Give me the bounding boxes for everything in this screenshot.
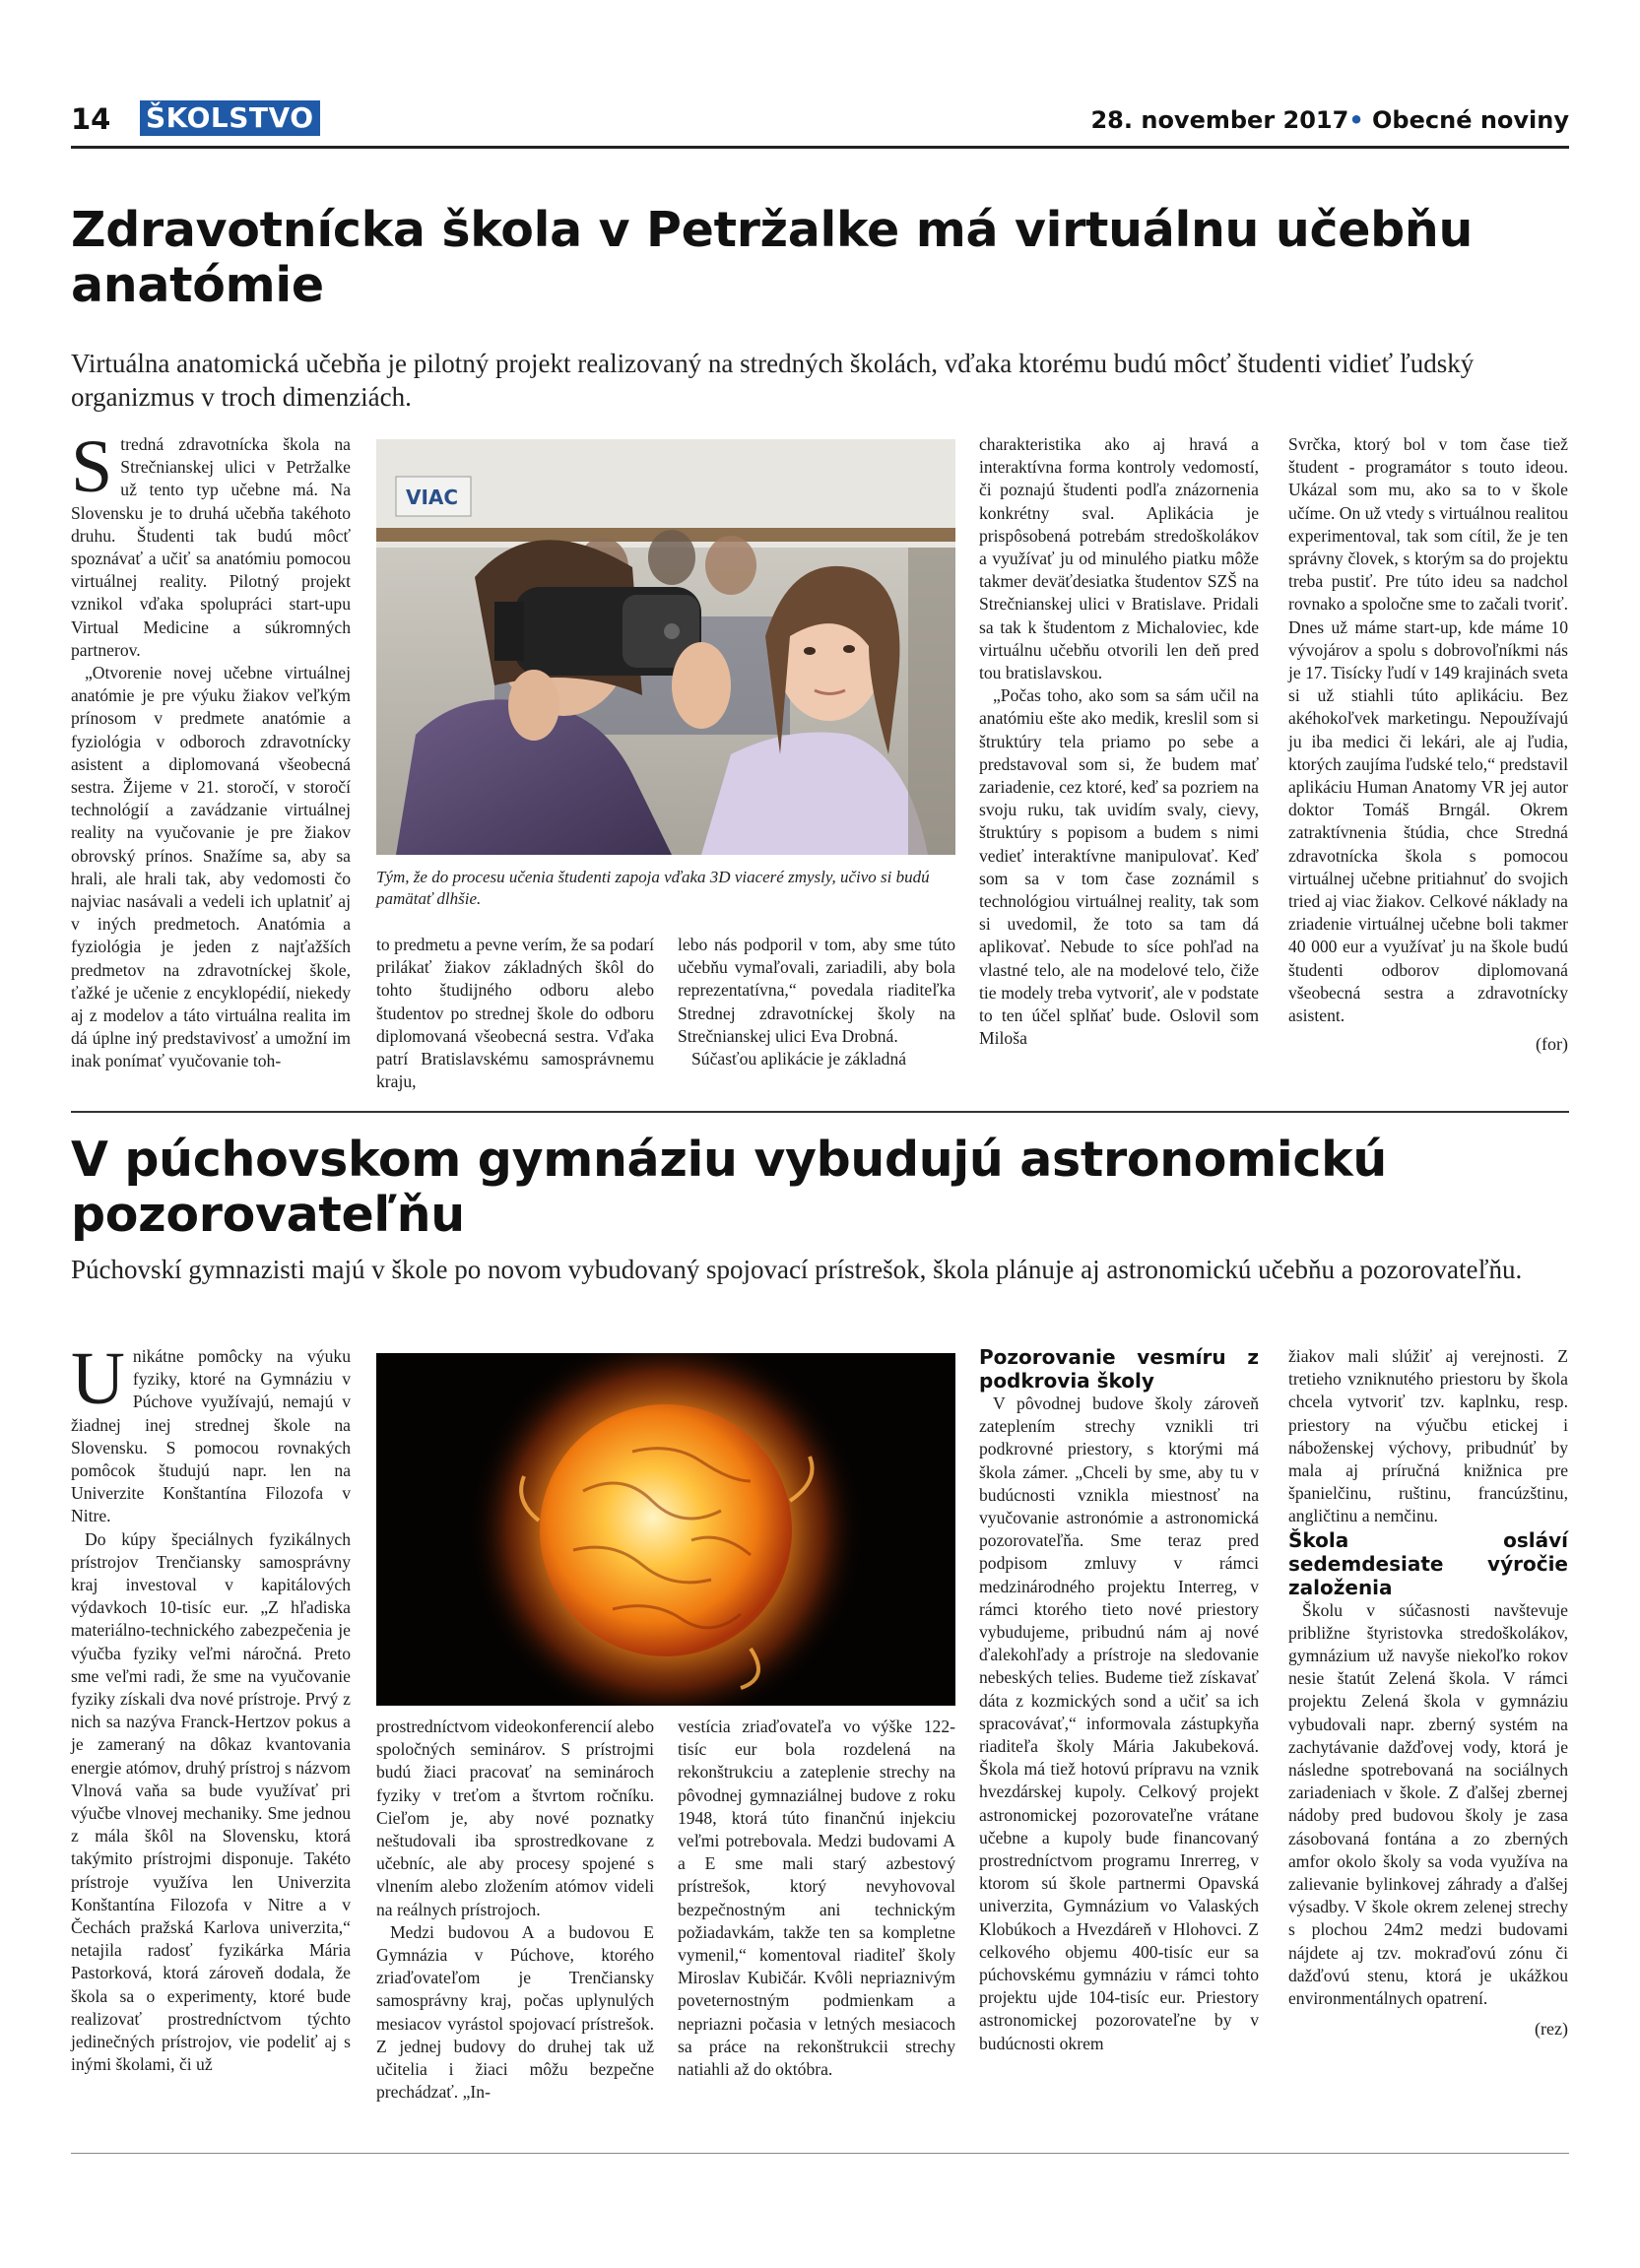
- article1-column-4: [979, 433, 1259, 1050]
- article2-lede: Púchovskí gymnazisti majú v škole po novom vybudovaný spojovací prístrešok, škola plánuje aj astronomickú učebňu a pozorovateľňu.: [71, 1255, 1523, 1284]
- article2-column-1: [71, 1337, 351, 2077]
- header-rule: [71, 146, 1569, 149]
- article2-signature: (rez): [1535, 2019, 1568, 2040]
- article1-signature: (for): [1536, 1034, 1568, 1055]
- article1-column-2: [376, 934, 654, 1093]
- section-label: ŠKOLSTVO: [140, 100, 320, 136]
- vr-students-photo: [376, 439, 955, 855]
- photo1-caption: Tým, že do procesu učenia študenti zapoja vďaka 3D viaceré zmysly, učivo si budú pamätať dlhšie.: [376, 868, 930, 908]
- article1-col4-p1: charakteristika ako aj hravá a interaktívna forma kontroly vedomostí, či poznajú študenti podľa znázornenia konkrétny sval. Aplikácia je prispôsobená potrebám stredoškolákov a využívať ju od minulého piatku môže takmer deväťdesiatka študentov SZŠ na Strečnianskej ulici v Bratislave. Pridali sa tak k študentom z Michaloviec, kde virtuálnu učebňu otvorili len deň pred tou bratislavskou.: [979, 434, 1259, 683]
- article2-subhead-1: Pozorovanie vesmíru z podkrovia školy: [979, 1345, 1259, 1393]
- article2-headline: V púchovskom gymnáziu vybudujú astronomickú pozorovateľňu: [71, 1132, 1388, 1243]
- article1-col4-p2: „Počas toho, ako som sa sám učil na anatómiu ešte ako medik, kreslil som si štruktúry tela priamo po sebe a predstavoval som si, že budem mať zariadenie, cez ktoré, keď sa pozriem na svoju ruku, tak uvidím svaly, cievy, štruktúry s popisom a budem s nimi vedieť interaktívne manipulovať. Keď som sa v tom čase zoznámil s technológiou virtuálnej reality, tak som si uvedomil, že toto sa tam dá aplikovať. Nebude to síce pohľad na vlastné telo, ale na modelové telo, čiže tie modely treba vytvoriť, ale v podstate to ten účel splňať bude. Oslovil som Miloša: [979, 685, 1259, 1049]
- article2-column-4: [979, 1345, 1259, 2055]
- article2-col5-p2: Školu v súčasnosti navštevuje približne štyristovka stredoškolákov, gymnázium už navyše niekoľko rokov nesie štatút Zelená škola. V rámci projektu Zelená škola v gymnáziu vybudovali napr. zberný systém na zachytávanie dažďovej vody, ktorá je následne spotrebovaná na sociálnych zariadeniach v škole. Z ďalšej zbernej nádoby pred budovou školy je zasa zásobovaná fontána a zo zberných amfor okolo školy sa voda využíva na zalievanie bylinkovej záhrady a ďalšej výsadby. V škole okrem zelenej strechy s plochou 24m2 medzi budovami nájdete aj tzv. mokraďovú zónu či dažďovú stenu, ktorá je ukážkou environmentálnych opatrení.: [1288, 1599, 1568, 2009]
- sun-photo: [376, 1353, 955, 1706]
- article-divider: [71, 1111, 1569, 1113]
- issue-info: [1090, 106, 1569, 134]
- article2-column-3: [678, 1716, 955, 2081]
- wall-sign-text: VIAC: [406, 486, 459, 509]
- article1-column-1: [71, 425, 351, 1073]
- article2-col5-p1: žiakov mali slúžiť aj verejnosti. Z tretieho vzniknutého priestoru by škola chcela vytvoriť tzv. kaplnku, resp. priestory na výučbu etickej i náboženskej výchovy, pribudnúť by mala aj príručná knižnica pre španielčinu, ruštinu, francúzštinu, angličtinu a nemčinu.: [1288, 1346, 1568, 1526]
- article2-col3-text: vestícia zriaďovateľa vo výške 122-tisíc eur bola rozdelená na rekonštrukciu a zateplenie strechy na pôvodnej gymnaziálnej budove z roku 1948, ktorá túto finančnú injekciu veľmi potrebovala. Medzi budovami A a E sme mali starý azbestový prístrešok, ktorý nevyhovoval bezpečnostným ani technickým požiadavkám, takže ten sa kompletne vymenil,“ komentoval riaditeľ školy Miroslav Kubičár. Kvôli nepriaznivým poveternostným podmienkam a nepriazni počasia v letných mesiacoch sa práce na rekonštrukcii strechy natiahli až do októbra.: [678, 1717, 955, 2080]
- article1-col1-p2: „Otvorenie novej učebne virtuálnej anatómie je pre výuku žiakov veľkým prínosom v predmete anatómie a fyziológia v odboroch zdravotnícky asistent a diplomovaná všeobecná sestra. Žijeme v 21. storočí, v storočí technológií a zavádzanie virtuálnej reality na vyučovanie je pre žiakov obrovský prínos. Snažíme sa, aby sa hrali, ale hrali tak, aby vedomosti čo najviac nasávali a vedeli ich uplatniť aj v iných predmetoch. Anatómia a fyziológia je jeden z najťažších predmetov na zdravotníckej škole, ťažké je učenie z encyklopédií, niekedy aj z modelov a táto virtuálna realita im dá úplne iný predstavivosť a umožní im inak ponímať vyučovanie toh-: [71, 663, 351, 1071]
- article1-col2-text: to predmetu a pevne verím, že sa podarí prilákať žiakov základných škôl do tohto študijného odboru alebo študentov po strednej škole do odboru diplomovaná všeobecná sestra. Vďaka patrí Bratislavskému samosprávnemu kraju,: [376, 935, 654, 1092]
- article2-column-5: [1288, 1345, 1568, 2041]
- bullet: •: [1348, 106, 1364, 134]
- article2-col1-text: nikátne pomôcky na výuku fyziky, ktoré na Gymnáziu v Púchove využívajú, nemajú v žiadnej inej strednej škole na Slovensku. S pomocou rovnakých pomôcok študujú napr. len na Univerzite Konštantína Filozofa v Nitre.: [71, 1346, 351, 1526]
- article1-col5-text: Svrčka, ktorý bol v tom čase tiež študent - programátor s touto ideou. Ukázal som mu, ako sa to v škole učíme. On už vtedy s virtuálnou realitou experimentoval, tak som cítil, že je ten správny človek, s ktorým sa do projektu treba pustiť. Pre túto ideu sa nadchol rovnako a spoločne sme to začali tvoriť. Dnes už máme start-up, kde máme 10 vývojárov a spolu s dobrovoľníkmi nás je 17. Tisícky ľudí v 149 krajinách sveta si už stiahli túto aplikáciu. Bez akéhokoľvek marketingu. Nepoužívajú ju iba medici či lekári, ale aj ľudia, ktorých zaujíma ľudské telo,“ predstavil aplikáciu Human Anatomy VR jej autor doktor Tomáš Brngál. Okrem zatraktívnenia štúdia, chce Stredná zdravotnícka škola s pomocou virtuálnej učebne pritiahnuť do svojich tried aj viac žiakov. Celkové náklady na zriadenie virtuálnej učebne boli takmer 40 000 eur a využívať ju na škole budú študenti odborov diplomovaná všeobecná sestra a zdravotnícky asistent.: [1288, 434, 1568, 1026]
- article2-col2-p1: prostredníctvom videokonferencií alebo spoločných seminárov. S prístrojmi budú žiaci pracovať na seminároch fyziky v treťom a štvrtom ročníku. Cieľom je, aby nové poznatky neštudovali iba sprostredkovane z učebníc, ale aby procesy spojené s vlnením alebo zložením atómov videli na reálnych prístrojoch.: [376, 1717, 654, 1919]
- article1-column-3: [678, 934, 955, 1070]
- dropcap: U: [71, 1337, 125, 1420]
- bottom-rule: [71, 2153, 1569, 2154]
- article1-col3-p1: lebo nás podporil v tom, aby sme túto učebňu vymaľovali, zariadili, aby bola reprezentatívna,“ povedala riaditeľka Strednej zdravotníckej školy na Strečnianskej ulici Eva Drobná.: [678, 935, 955, 1046]
- article2-col2-p2: Medzi budovou A a budovou E Gymnázia v Púchove, ktorého zriaďovateľom je Trenčiansky samosprávny kraj, počas uplynulých mesiacov vyrástol spojovací prístrešok. Z jednej budovy do druhej tak už učitelia i žiaci môžu bezpečne prechádzať. „In-: [376, 1921, 654, 2103]
- article2-subhead-2: Škola osláví sedemdesiate výročie založenia: [1288, 1527, 1568, 1599]
- issue-date: 28. november 2017: [1090, 106, 1349, 134]
- publication-name: Obecné noviny: [1372, 106, 1569, 134]
- article2-col4-p1: V pôvodnej budove školy zároveň zateplením strechy vznikli tri podkrovné priestory, s ktorými má škola zámer. „Chceli by sme, aby tu v budúcnosti vznikla miestnosť na vyučovanie astronómie a astronomická pozorovateľňa. Sme teraz pred podpisom zmluvy v rámci medzinárodného projektu Interreg, v rámci ktorého tieto nové priestory vybudujeme, pribudnú nám aj nové ďalekohľady a prístroje na sledovanie nebeských telies. Budeme tiež získavať dáta z kozmických sond a učiť sa ich spracovávať,“ informovala zástupkyňa riaditeľa školy Mária Jakubeková. Škola má tiež hotovú prípravu na vznik hvezdárskej kupoly. Celkový projekt astronomickej pozorovateľne vrátane učebne a kupoly bude financovaný prostredníctvom programu Inrerreg, v ktorom sú škole partnermi Opavská univerzita, Gymnázium vo Valaských Klobúkoch a Hvezdáreň v Hlohovci. Z celkového objemu 400-tisíc eur sa púchovskému gymnáziu v rámci tohto projektu ujde 104-tisíc eur. Priestory astronomickej pozorovateľne by v budúcnosti okrem: [979, 1393, 1259, 2053]
- article2-col1-p2: Do kúpy špeciálnych fyzikálnych prístrojov Trenčiansky samosprávny kraj investoval v kapitálových výdavkoch 10-tisíc eur. „Z hľadiska materiálno-technického zabezpečenia je výučba fyziky veľmi náročná. Preto sme veľmi radi, že sme na vyučovanie fyziky získali dva nové prístroje. Prvý z nich sa nazýva Franck-Hertzov pokus a je zameraný na dôkaz kvantovania energie atómov, druhý prístroj s názvom Vlnová vaňa sa bude využívať pri výučbe vlnovej mechaniky. Sme jednou z mála škôl na Slovensku, ktorá takýmito prístrojmi disponuje. Takéto prístroje využíva len Univerzita Konštantína Filozofa v Nitre a v Čechách pražská Karlova univerzita,“ netajila radosť fyzikárka Mária Pastorková, ktorá zároveň dodala, že škola sa o experimenty, ktoré bude realizovať prostredníctvom týchto jedinečných prístrojov, vie podeliť aj s inými školami, či už: [71, 1528, 351, 2075]
- article1-column-5: [1288, 433, 1568, 1056]
- article1-lede: Virtuálna anatomická učebňa je pilotný projekt realizovaný na stredných školách, vďaka ktorému budú môcť študenti vidieť ľudský organizmus v troch dimenziách.: [71, 349, 1475, 412]
- article2-column-2: [376, 1716, 654, 2104]
- article1-col1-text: tredná zdravotnícka škola na Strečnianskej ulici v Petržalke už tento typ učebne má. Na Slovensku je to druhá učebňa takéhoto druhu. Študenti tak budú môcť spoznávať a učiť sa anatómiu pomocou virtuálnej reality. Pilotný projekt vznikol vďaka spolupráci start-upu Virtual Medicine a súkromných partnerov.: [71, 434, 351, 660]
- page-number: 14: [71, 102, 111, 136]
- article1-headline: Zdravotnícka škola v Petržalke má virtuálnu učebňu anatómie: [71, 202, 1474, 313]
- article1-col3-p2: Súčasťou aplikácie je základná: [691, 1049, 907, 1069]
- dropcap: S: [71, 425, 113, 508]
